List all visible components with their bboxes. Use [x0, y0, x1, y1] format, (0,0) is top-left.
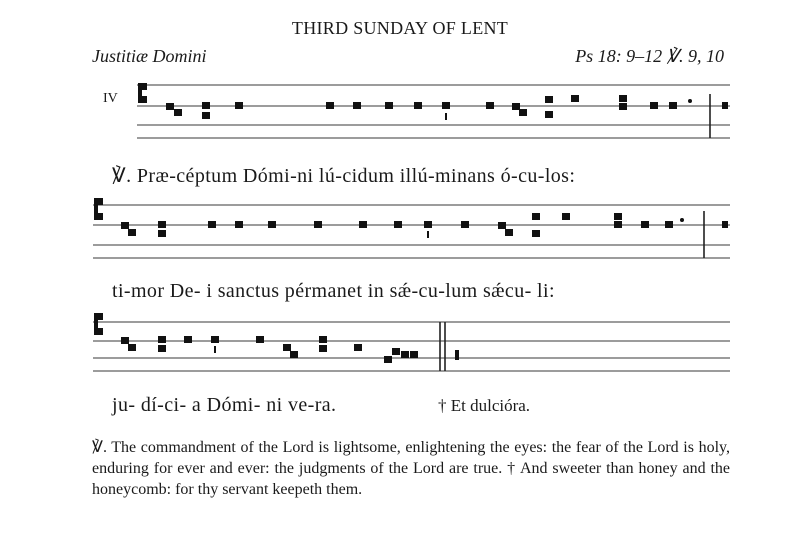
mode-label: IV	[103, 91, 118, 106]
staff-3-neumes	[121, 336, 459, 363]
staff-1-clef	[138, 83, 147, 103]
page-title: THIRD SUNDAY OF LENT	[291, 18, 509, 38]
introit-incipit: Justitiæ Domini	[92, 46, 207, 66]
staff-3-lines	[93, 322, 730, 371]
lyric-line-1: ℣. Præ-céptum Dómi-ni lú-cidum illú-minans ó-cu-los:	[112, 165, 576, 187]
staff-2-lines	[93, 205, 730, 258]
lyric-line-2: ti-mor De- i sanctus pérmanet in sǽ-cu-lum sǽcu- li:	[112, 280, 555, 302]
staff-3-clef	[94, 313, 103, 335]
english-translation: ℣. The commandment of the Lord is lightsome, enlightening the eyes: the fear of the Lord is holy, enduring for ever and ever: the judgments of the Lord are true. † And sweeter than honey and the honeycomb: for thy servant keepeth them.	[92, 439, 730, 498]
lyric-line-3: ju- dí-ci- a Dómi- ni ve-ra.	[112, 394, 337, 416]
staff-2-clef	[94, 198, 103, 220]
repetend-cue: † Et dulcióra.	[438, 396, 531, 415]
staff-1-lines	[137, 85, 730, 138]
staff-1-neumes	[166, 95, 728, 120]
psalm-reference: Ps 18: 9–12 ℣. 9, 10	[575, 46, 724, 66]
staff-2-neumes	[121, 213, 728, 238]
